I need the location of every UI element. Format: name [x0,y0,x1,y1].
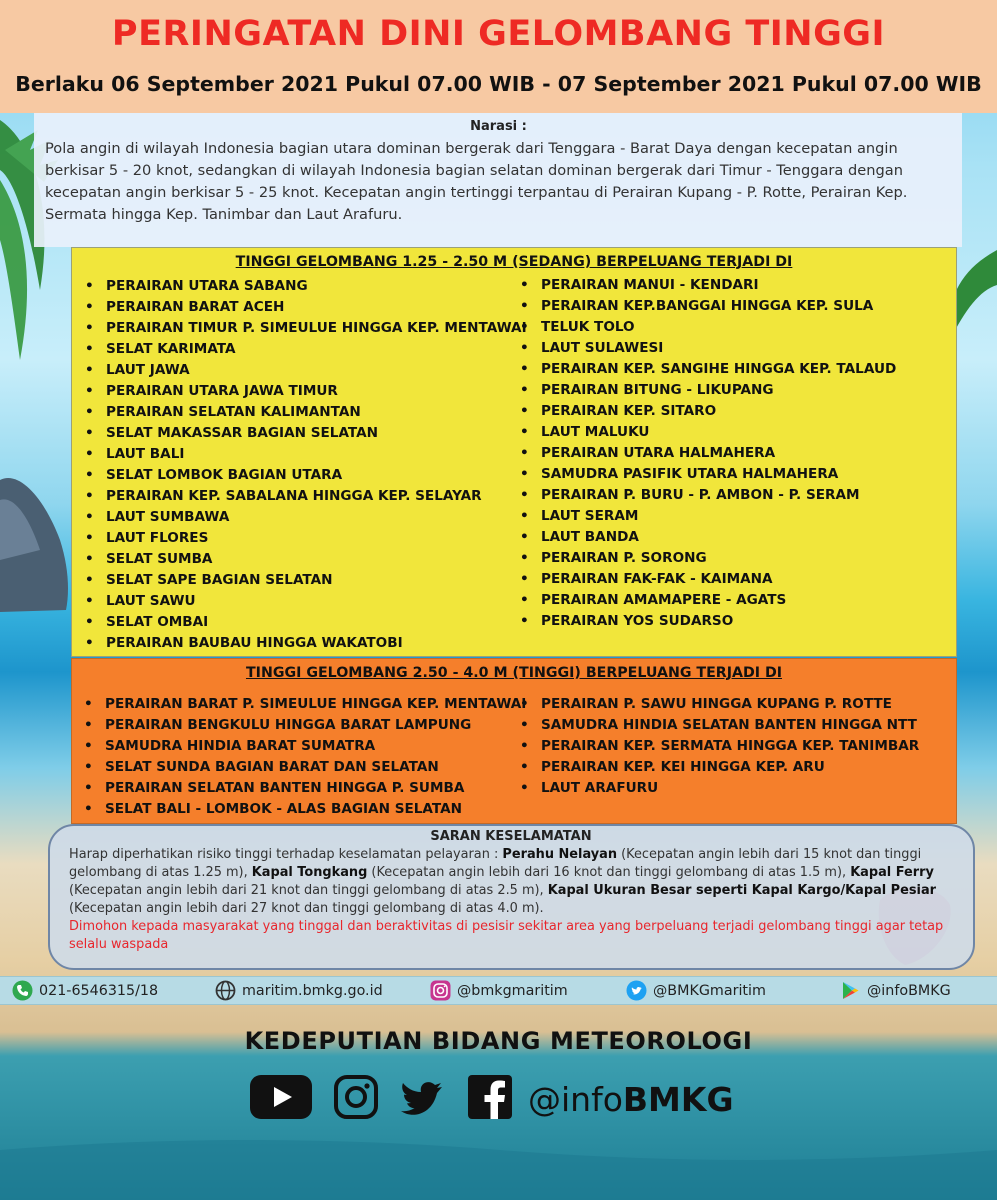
list-item: • SELAT LOMBOK BAGIAN UTARA [72,465,527,486]
footer-title: KEDEPUTIAN BIDANG METEOROLOGI [244,1027,753,1055]
list-item: • PERAIRAN KEP. SITARO [507,401,896,422]
list-item: • LAUT JAWA [72,360,527,381]
list-item: • PERAIRAN KEP.BANGGAI HINGGA KEP. SULA [507,296,896,317]
high-wave-heading: TINGGI GELOMBANG 2.50 - 4.0 M (TINGGI) BERPELUANG TERJADI DI [245,665,783,681]
vessel-kapal-tongkang-desc: (Kecepatan angin lebih dari 16 knot dan tinggi gelombang di atas 1.5 m), [367,865,851,880]
social-links [250,1074,734,1124]
vessel-kapal-besar-desc: (Kecepatan angin lebih dari 27 knot dan tinggi gelombang di atas 4.0 m). [69,901,544,916]
contact-twitter[interactable] [626,977,766,1004]
phone-number: 021-6546315/18 [39,982,159,999]
vessel-kapal-ferry: Kapal Ferry [850,865,934,880]
instagram-icon[interactable] [334,1075,378,1123]
narrative-box [34,113,962,247]
playstore-icon [840,980,861,1001]
high-wave-list-left [71,694,526,820]
list-item: • PERAIRAN KEP. SERMATA HINGGA KEP. TANIMBAR [507,736,919,757]
list-item: • PERAIRAN BAUBAU HINGGA WAKATOBI [72,633,527,654]
twitter-handle: @BMKGmaritim [653,982,766,999]
list-item: • PERAIRAN BITUNG - LIKUPANG [507,380,896,401]
list-item: • SAMUDRA HINDIA BARAT SUMATRA [71,736,526,757]
safety-advice-box [48,824,975,970]
list-item: • PERAIRAN TIMUR P. SIMEULUE HINGGA KEP. MENTAWAI [72,318,527,339]
list-item: • PERAIRAN P. SAWU HINGGA KUPANG P. ROTTE [507,694,919,715]
page-title: PERINGATAN DINI GELOMBANG TINGGI [111,14,886,54]
high-wave-panel [71,658,957,824]
contact-playstore[interactable] [840,977,951,1004]
safety-warning-note: Dimohon kepada masyarakat yang tinggal dan beraktivitas di pesisir sekitar area yang berpeluang terjadi gelombang tinggi agar tetap selalu waspada [69,919,944,952]
list-item: • SELAT OMBAI [72,612,527,633]
list-item: • PERAIRAN AMAMAPERE - AGATS [507,590,896,611]
vessel-perahu-nelayan-desc: (Kecepatan angin lebih dari 15 knot dan tinggi gelombang di atas 1.25 m), [69,847,922,880]
medium-wave-heading: TINGGI GELOMBANG 1.25 - 2.50 M (SEDANG) BERPELUANG TERJADI DI [235,254,793,270]
contact-bar [0,976,997,1005]
list-item: • PERAIRAN KEP. SABALANA HINGGA KEP. SELAYAR [72,486,527,507]
social-handle-prefix: @info [528,1079,623,1119]
vessel-kapal-tongkang: Kapal Tongkang [251,865,368,880]
safety-text [69,846,953,918]
list-item: • PERAIRAN FAK-FAK - KAIMANA [507,569,896,590]
instagram-handle: @bmkgmaritim [457,982,568,999]
list-item: • LAUT SULAWESI [507,338,896,359]
list-item: • PERAIRAN UTARA SABANG [72,276,527,297]
social-handle-bold: BMKG [622,1079,734,1119]
medium-wave-list-left [72,276,527,654]
list-item: • SELAT KARIMATA [72,339,527,360]
instagram-icon [430,980,451,1001]
list-item: • LAUT ARAFURU [507,778,919,799]
list-item: • LAUT MALUKU [507,422,896,443]
list-item: • PERAIRAN KEP. SANGIHE HINGGA KEP. TALAUD [507,359,896,380]
globe-icon [215,980,236,1001]
list-item: • LAUT SAWU [72,591,527,612]
header-banner [0,0,997,113]
list-item: • PERAIRAN MANUI - KENDARI [507,275,896,296]
facebook-icon[interactable] [468,1075,512,1123]
vessel-kapal-ferry-desc: (Kecepatan angin lebih dari 21 knot dan tinggi gelombang di atas 2.5 m), [69,883,548,898]
twitter-icon [626,980,647,1001]
list-item: • SELAT SAPE BAGIAN SELATAN [72,570,527,591]
safety-intro: Harap diperhatikan risiko tinggi terhadap keselamatan pelayaran : [69,847,503,862]
contact-website[interactable] [215,977,383,1004]
list-item: • TELUK TOLO [507,317,896,338]
social-handle[interactable] [528,1080,734,1119]
playstore-handle: @infoBMKG [867,982,951,999]
contact-instagram[interactable] [430,977,568,1004]
vessel-perahu-nelayan: Perahu Nelayan [502,847,618,862]
list-item: • LAUT SERAM [507,506,896,527]
list-item: • PERAIRAN UTARA HALMAHERA [507,443,896,464]
list-item: • PERAIRAN P. BURU - P. AMBON - P. SERAM [507,485,896,506]
phone-icon [12,980,33,1001]
list-item: • PERAIRAN SELATAN BANTEN HINGGA P. SUMBA [71,778,526,799]
list-item: • PERAIRAN YOS SUDARSO [507,611,896,632]
list-item: • SAMUDRA PASIFIK UTARA HALMAHERA [507,464,896,485]
safety-heading: SARAN KESELAMATAN [430,829,592,844]
list-item: • LAUT SUMBAWA [72,507,527,528]
list-item: • LAUT FLORES [72,528,527,549]
list-item: • SELAT BALI - LOMBOK - ALAS BAGIAN SELATAN [71,799,526,820]
list-item: • PERAIRAN UTARA JAWA TIMUR [72,381,527,402]
high-wave-list-right [507,694,919,799]
validity-period: Berlaku 06 September 2021 Pukul 07.00 WIB - 07 September 2021 Pukul 07.00 WIB [15,72,982,96]
list-item: • PERAIRAN SELATAN KALIMANTAN [72,402,527,423]
list-item: • PERAIRAN BENGKULU HINGGA BARAT LAMPUNG [71,715,526,736]
twitter-icon[interactable] [400,1077,446,1121]
list-item: • LAUT BANDA [507,527,896,548]
youtube-icon[interactable] [250,1075,312,1123]
medium-wave-list-right [507,275,896,632]
list-item: • PERAIRAN BARAT ACEH [72,297,527,318]
list-item: • PERAIRAN BARAT P. SIMEULUE HINGGA KEP. MENTAWAI [71,694,526,715]
list-item: • SELAT SUMBA [72,549,527,570]
narrative-text: Pola angin di wilayah Indonesia bagian utara dominan bergerak dari Tenggara - Barat Daya dengan kecepatan angin berkisar 5 - 20 knot, sedangkan di wilayah Indonesia bagian selatan dominan bergerak dari Timur - Tenggara dengan kecepatan angin berkisar 5 - 25 knot. Kecepatan angin tertinggi terpantau di Perairan Kupang - P. Rotte, Perairan Kep. Sermata hingga Kep. Tanimbar dan Laut Arafuru. [45,140,908,223]
website-url: maritim.bmkg.go.id [242,982,383,999]
list-item: • SELAT MAKASSAR BAGIAN SELATAN [72,423,527,444]
list-item: • PERAIRAN KEP. KEI HINGGA KEP. ARU [507,757,919,778]
vessel-kapal-besar: Kapal Ukuran Besar seperti Kapal Kargo/Kapal Pesiar [547,883,937,898]
list-item: • PERAIRAN P. SORONG [507,548,896,569]
list-item: • LAUT BALI [72,444,527,465]
contact-phone[interactable] [12,977,158,1004]
list-item: • SAMUDRA HINDIA SELATAN BANTEN HINGGA NTT [507,715,919,736]
medium-wave-panel [71,247,957,657]
narrative-heading: Narasi : [470,119,527,134]
list-item: • SELAT SUNDA BAGIAN BARAT DAN SELATAN [71,757,526,778]
